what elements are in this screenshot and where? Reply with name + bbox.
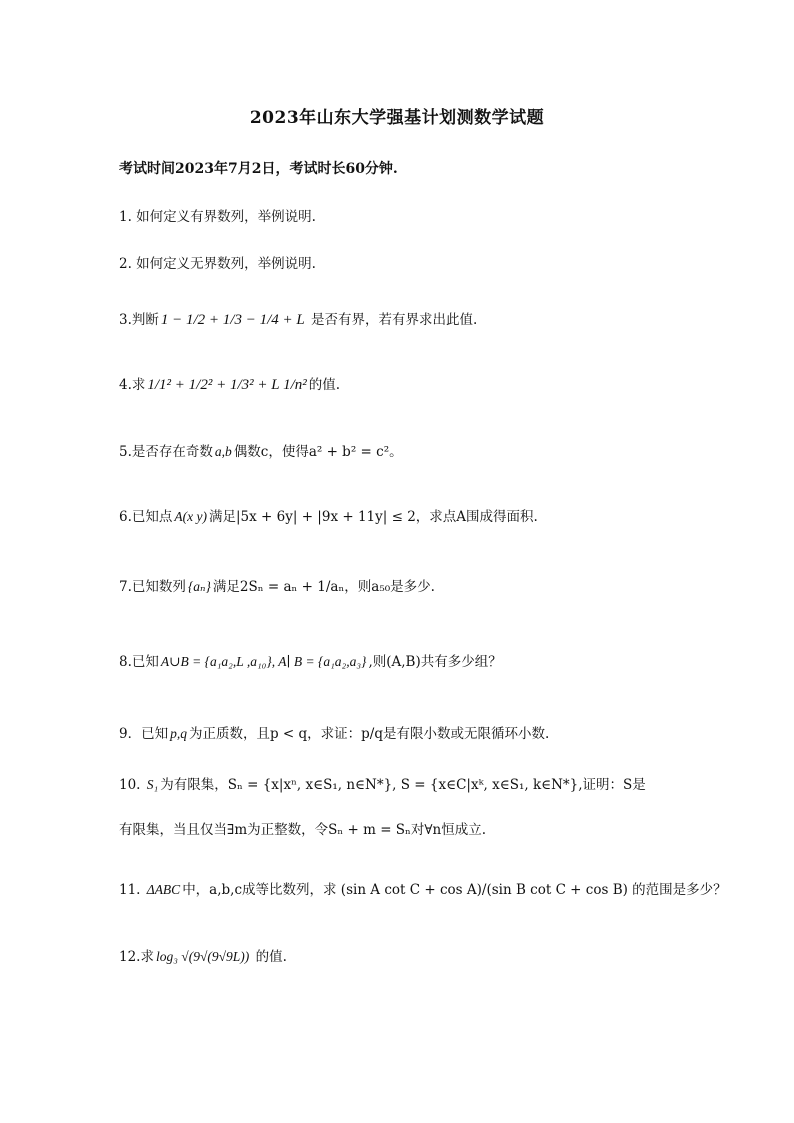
question-1 (119, 205, 316, 225)
question-text: 如何定义无界数列，举例说明. (136, 256, 316, 272)
question-text-after: 为有限集，Sₙ = {x|xⁿ, x∈S₁, n∈N*}, S = {x∈C|xᵏ, x∈S₁, k∈N*},证明：S是 (160, 777, 646, 793)
question-8 (119, 650, 502, 670)
question-text: 如何定义有界数列，举例说明. (136, 209, 316, 225)
question-number: 2. (119, 256, 137, 272)
question-text: 求 (131, 377, 146, 393)
question-number: 4. (119, 377, 132, 393)
question-number: 11. (119, 882, 145, 898)
question-text-after: 为正质数，且p < q，求证：p/q是有限小数或无限循环小数. (188, 726, 550, 742)
question-text: 求 (140, 949, 154, 965)
question-number: 8. (119, 654, 132, 670)
question-3 (119, 308, 477, 329)
question-text: 已知 (141, 726, 169, 742)
math-expression: log₃ √(9√(9√9L)) (155, 949, 250, 964)
question-11 (119, 878, 727, 898)
question-number: 9． (119, 726, 142, 742)
question-7 (119, 575, 435, 595)
question-text-after: 中，a,b,c成等比数列，求 (sin A cot C + cos A)/(sin B cot C + cos B) 的范围是多少？ (182, 882, 727, 898)
question-number: 5. (119, 444, 132, 460)
question-number: 10. (119, 777, 145, 793)
math-expression: 1 − 1/2 + 1/3 − 1/4 + L (160, 312, 305, 328)
question-text: 已知点 (131, 509, 173, 525)
question-text: 是否存在奇数 (131, 444, 213, 460)
question-text-after: 的值. (251, 949, 287, 965)
question-4 (119, 373, 340, 394)
math-expression: 1/1² + 1/2² + 1/3² + L 1/n² (147, 377, 307, 393)
math-expression: ΔABC (146, 882, 181, 897)
question-text: 已知数列 (131, 579, 186, 595)
math-expression: {aₙ} (187, 579, 211, 594)
math-expression: A(x y) (174, 509, 207, 524)
question-text: 判断 (131, 312, 159, 328)
question-text: 已知 (131, 654, 159, 670)
math-expression: a,b (214, 444, 232, 459)
exam-info: 考试时间2023年7月2日，考试时长60分钟. (119, 161, 398, 177)
math-expression: A∪B = {a₁a₂,L ,a₁₀}, A∣ B = {a₁a₂,a₃} (160, 654, 367, 669)
question-5 (119, 440, 403, 460)
question-number: 3. (119, 312, 132, 328)
question-number: 7. (119, 579, 132, 595)
question-text-after: 的值. (308, 377, 341, 393)
math-expression: S₁ (146, 777, 159, 792)
question-number: 1. (119, 209, 137, 225)
math-expression: p,q (170, 726, 187, 741)
question-text-after: 满足|5x + 6y| + |9x + 11y| ≤ 2，求点A围成得面积. (209, 509, 538, 525)
question-text-after: 偶数c，使得a² + b² = c²。 (233, 444, 403, 460)
question-text-after: 满足2Sₙ = aₙ + 1/aₙ，则a₅₀是多少. (212, 579, 435, 595)
page-title: 2023年山东大学强基计划测数学试题 (249, 108, 545, 128)
question-text-after: 是否有界，若有界求出此值. (306, 312, 478, 328)
question-2 (119, 252, 316, 272)
question-10-continued: 有限集，当且仅当∃m为正整数，令Sₙ + m = Sₙ对∀n恒成立. (119, 822, 487, 838)
question-9 (119, 722, 549, 742)
question-10 (119, 773, 646, 793)
question-number: 6. (119, 509, 132, 525)
question-12 (119, 945, 287, 965)
question-number: 12. (119, 949, 141, 965)
question-text-after: ,则(A,B)共有多少组？ (368, 654, 502, 670)
question-6 (119, 505, 538, 525)
